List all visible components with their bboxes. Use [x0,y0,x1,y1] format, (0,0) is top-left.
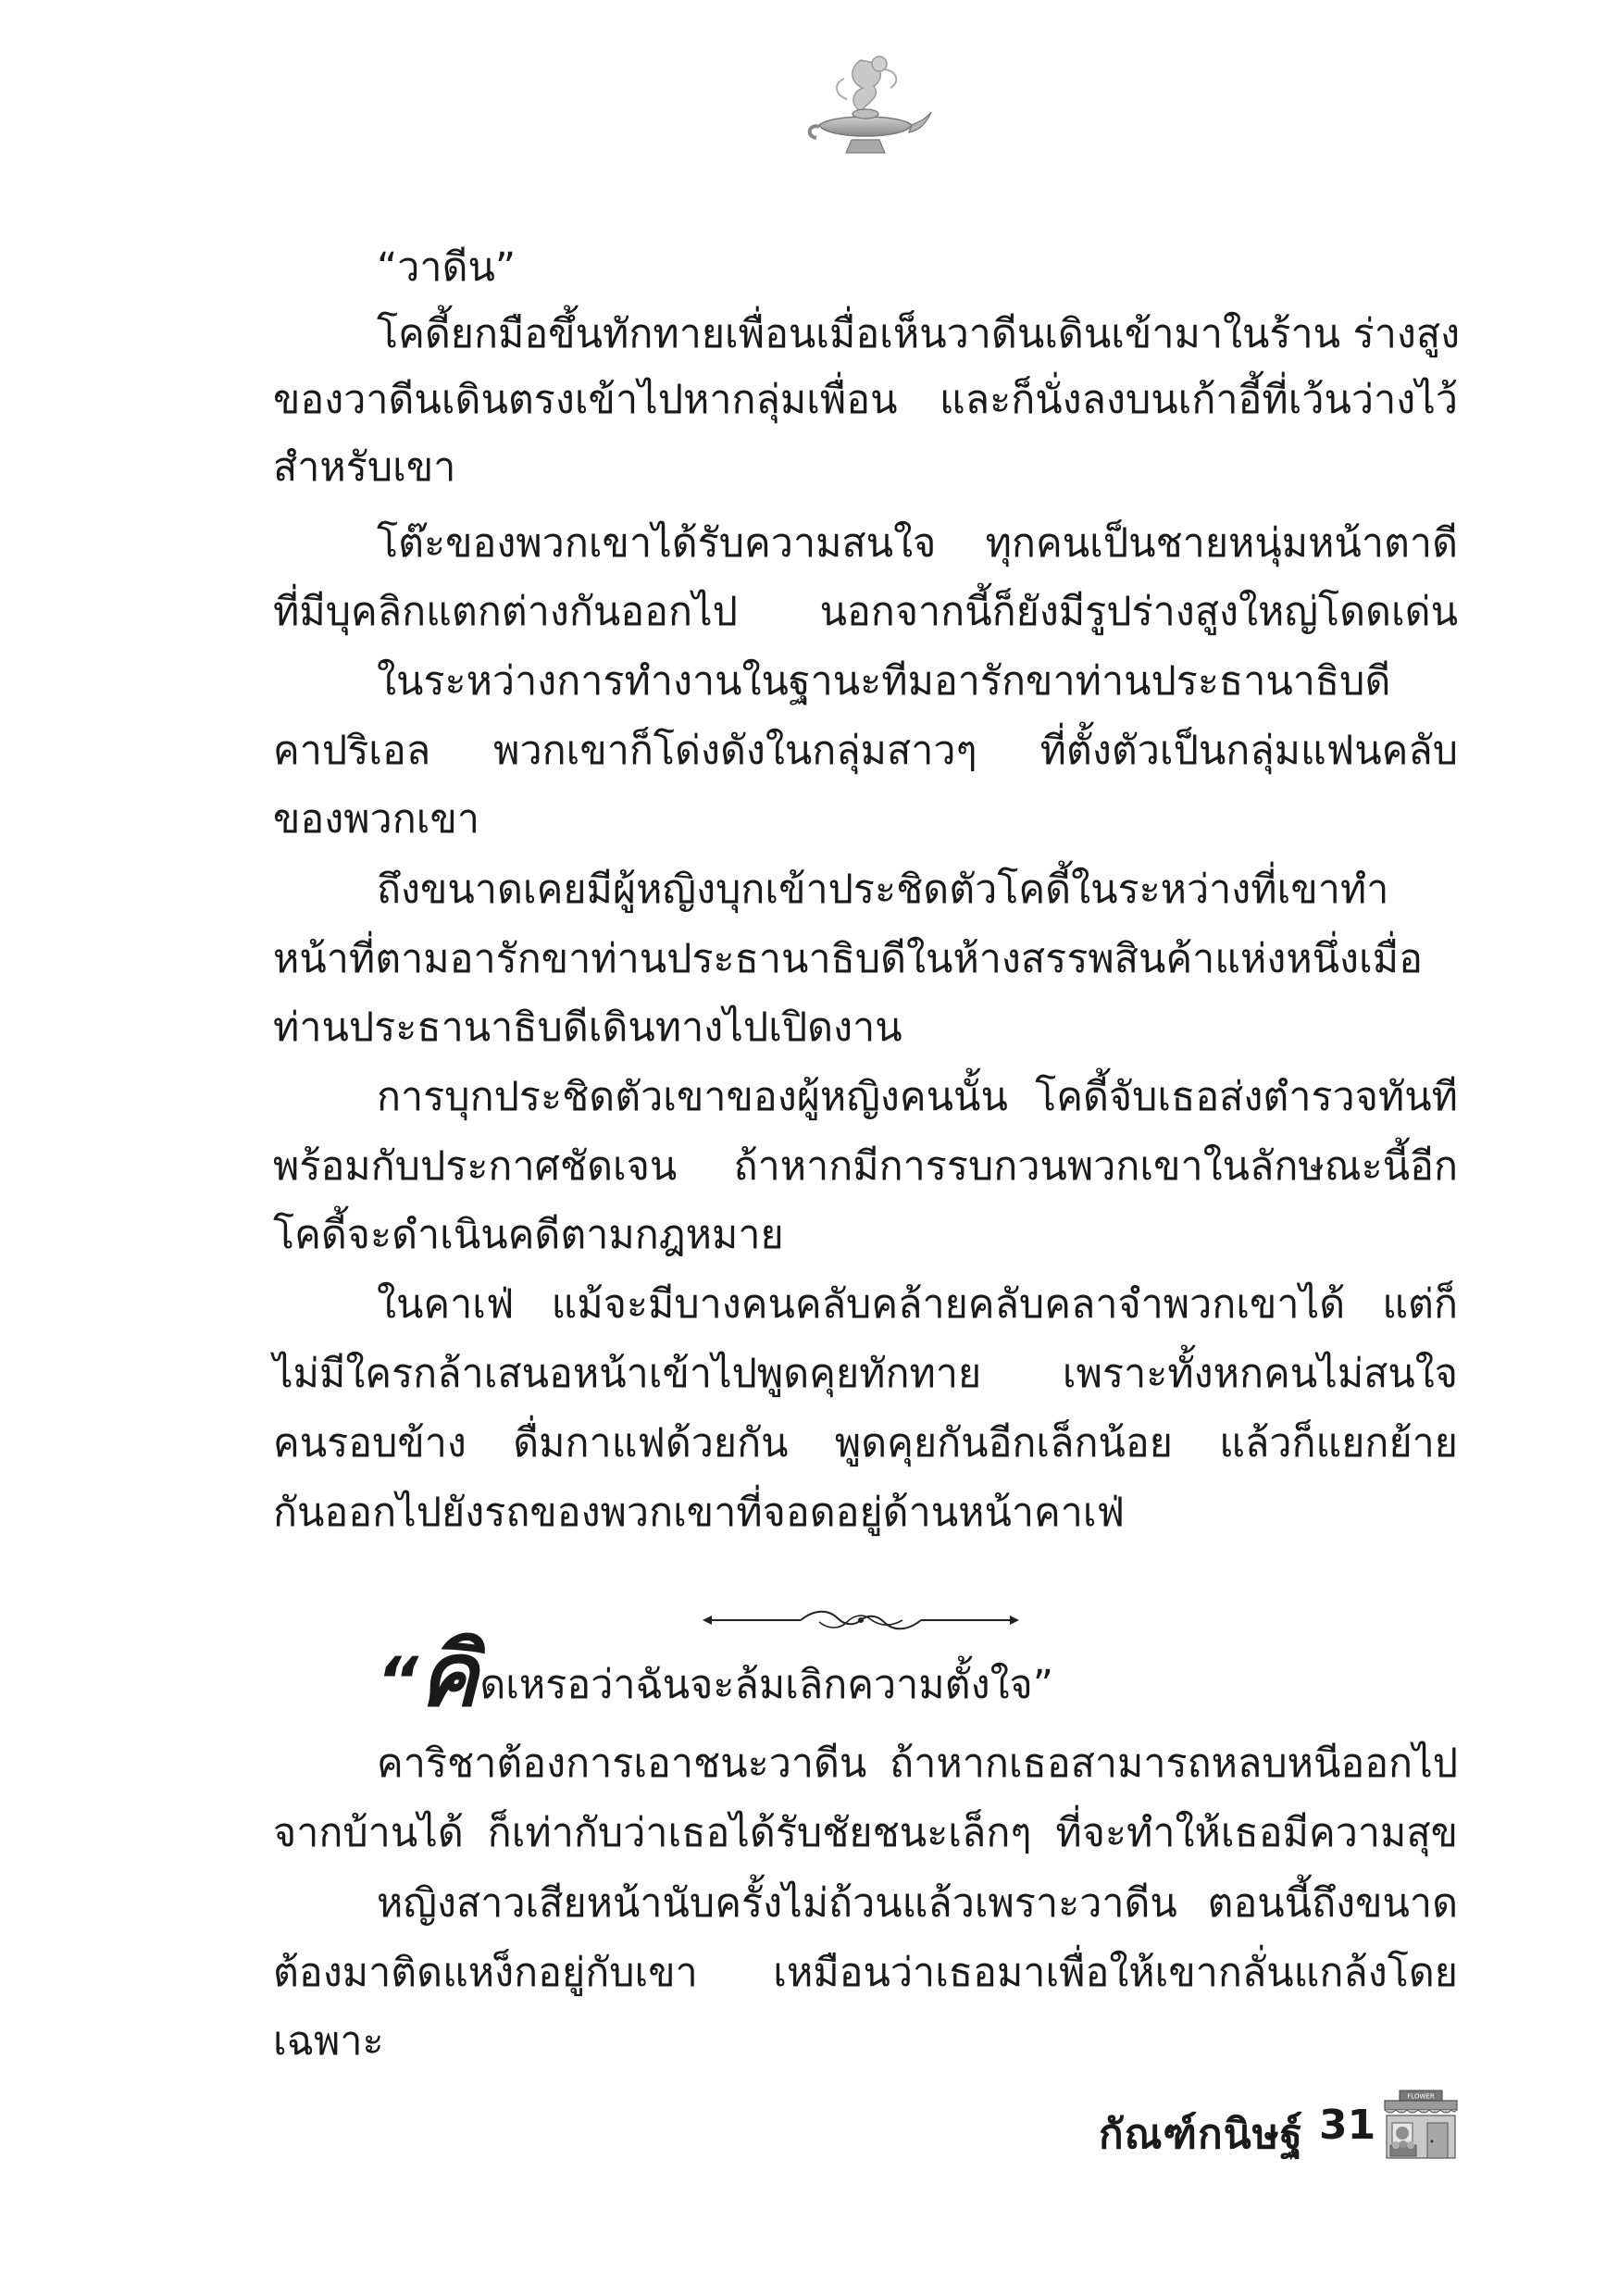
genie-lamp-icon [796,51,935,171]
body-text-bottom [273,1623,1458,2081]
paragraph-line: ในคาเฟ่ แม้จะมีบางคนคลับคล้ายคลับคลาจำพวกเขาได้ แต่ก็ [377,1281,1458,1328]
paragraph-line: ในระหว่างการทำงานในฐานะทีมอารักขาท่านประธานาธิบดี [377,658,1391,705]
paragraph-line: เฉพาะ [273,2018,384,2065]
shop-sign-text: FLOWER [1407,2092,1435,2101]
paragraph-line: สำหรับเขา [273,444,456,491]
paragraph-line: หน้าที่ตามอารักขาท่านประธานาธิบดีในห้างสรรพสินค้าแห่งหนึ่งเมื่อ [273,936,1423,982]
scene-divider-ornament [699,1602,1023,1639]
flower-shop-icon [1379,2088,1462,2162]
dropcap-quote: “ [377,1643,419,1719]
paragraph-line: โต๊ะของพวกเขาได้รับความสนใจ ทุกคนเป็นชายหนุ่มหน้าตาดี [377,520,1458,567]
paragraph-line: ถึงขนาดเคยมีผู้หญิงบุกเข้าประชิดตัวโคดี้ในระหว่างที่เขาทำ [377,867,1389,913]
chapter-opening-line [377,1623,1054,1727]
paragraph-line: โคดี้จะดำเนินคดีตามกฎหมาย [273,1212,784,1258]
paragraph-line: คนรอบข้าง ดื่มกาแฟด้วยกัน พูดคุยกันอีกเล็กน้อย แล้วก็แยกย้าย [273,1420,1458,1466]
paragraph-line: การบุกประชิดตัวเขาของผู้หญิงคนนั้น โคดี้จับเธอส่งตำรวจทันที [377,1074,1458,1120]
paragraph-line: กันออกไปยังรถของพวกเขาที่จอดอยู่ด้านหน้าคาเฟ่ [273,1490,1126,1536]
paragraph-line: โคดี้ยกมือขึ้นทักทายเพื่อนเมื่อเห็นวาดีนเดินเข้ามาในร้าน ร่างสูง [377,311,1461,357]
paragraph-line: “วาดีน” [377,244,517,291]
paragraph-line: ท่านประธานาธิบดีเดินทางไปเปิดงาน [273,1004,902,1051]
body-text-top [273,239,1461,1572]
paragraph-line: คาริชาต้องการเอาชนะวาดีน ถ้าหากเธอสามารถหลบหนีออกไป [377,1741,1458,1787]
paragraph-line: จากบ้านได้ ก็เท่ากับว่าเธอได้รับชัยชนะเล็กๆ ที่จะทำให้เธอมีความสุข [273,1810,1458,1856]
paragraph-line: ของวาดีนเดินตรงเข้าไปหากลุ่มเพื่อน และก็นั่งลงบนเก้าอี้ที่เว้นว่างไว้ [273,377,1458,423]
paragraph-line: หญิงสาวเสียหน้านับครั้งไม่ถ้วนแล้วเพราะวาดีน ตอนนี้ถึงขนาด [377,1880,1458,1927]
page-number: 31 [1319,2102,1376,2149]
paragraph-line: ของพวกเขา [273,796,479,842]
paragraph-line: ที่มีบุคลิกแตกต่างกันออกไป นอกจากนี้ก็ยังมีรูปร่างสูงใหญ่โดดเด่น [273,589,1458,635]
dropcap-rest: ดเหรอว่าฉันจะล้มเลิกความตั้งใจ” [479,1662,1054,1708]
paragraph-line: คาปริเอล พวกเขาก็โด่งดังในกลุ่มสาวๆ ที่ตั้งตัวเป็นกลุ่มแฟนคลับ [273,728,1458,774]
paragraph-line: ต้องมาติดแหง็กอยู่กับเขา เหมือนว่าเธอมาเพื่อให้เขากลั่นแกล้งโดย [273,1950,1458,1996]
paragraph-line: พร้อมกับประกาศชัดเจน ถ้าหากมีการรบกวนพวกเขาในลักษณะนี้อีก [273,1143,1458,1190]
running-footer-title: กัณฑ์กนิษฐ์ [1099,2111,1303,2158]
dropcap-letter: คิ [418,1623,479,1727]
paragraph-line: ไม่มีใครกล้าเสนอหน้าเข้าไปพูดคุยทักทาย เพราะทั้งหกคนไม่สนใจ [273,1351,1458,1397]
